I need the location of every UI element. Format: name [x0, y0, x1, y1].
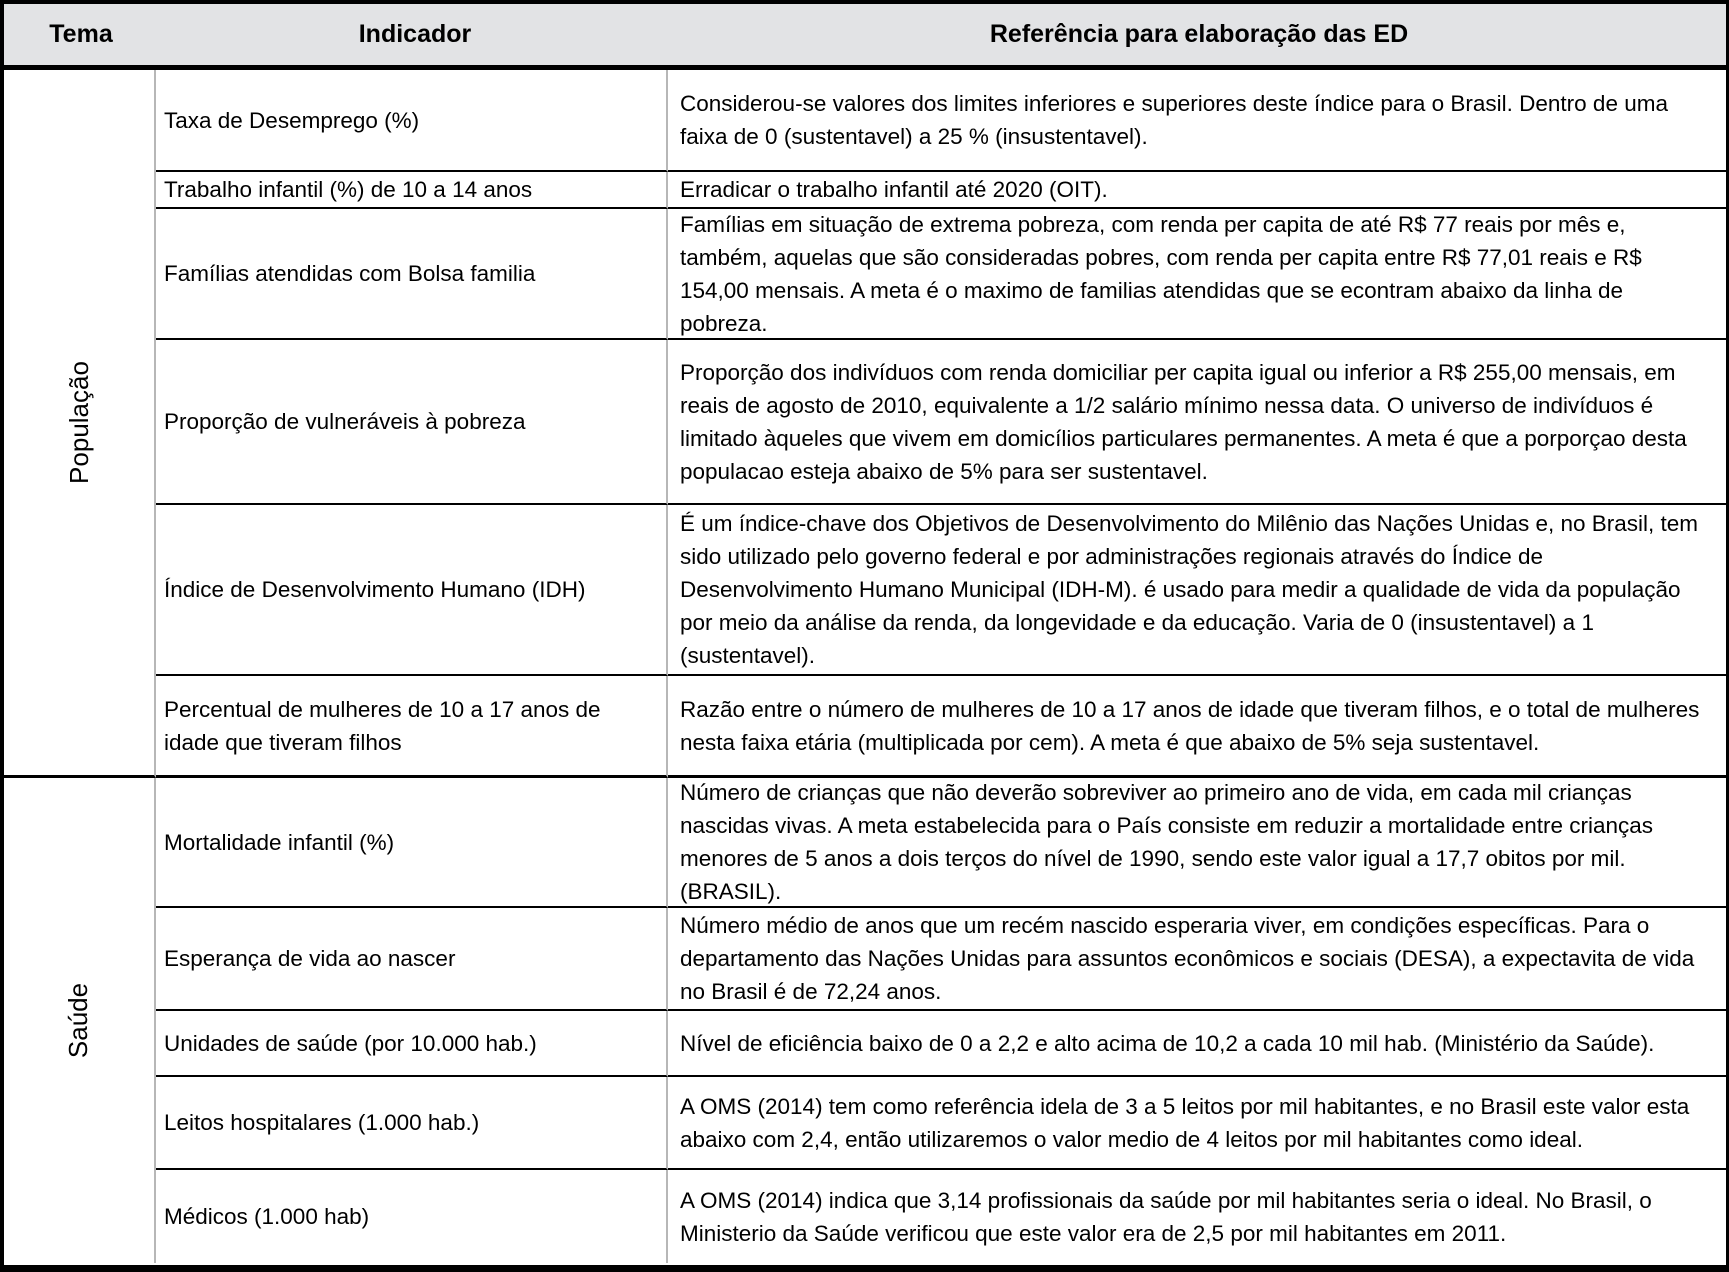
tema-label-populacao: População [63, 361, 94, 484]
referencia-cell: Razão entre o número de mulheres de 10 a 17 anos de idade que tiveram filhos, e o total de mulheres nesta faixa etária (multiplicada por cem). A meta é que abaixo de 5% seja sustentavel. [668, 676, 1726, 778]
indicador-cell: Trabalho infantil (%) de 10 a 14 anos [156, 172, 668, 209]
table-header-row [4, 4, 1726, 70]
tema-cell-saude [4, 778, 156, 1263]
indicador-cell: Taxa de Desemprego (%) [156, 70, 668, 172]
referencia-cell: É um índice-chave dos Objetivos de Desenvolvimento do Milênio das Nações Unidas e, no Brasil, tem sido utilizado pelo governo federal e por administrações regionais através do Índice de Desenvolvimento Humano Municipal (IDH-M). é usado para medir a qualidade de vida da população por meio da análise da renda, da longevidade e da educação. Varia de 0 (insustentavel) a 1 (sustentavel). [668, 505, 1726, 676]
referencia-cell: Erradicar o trabalho infantil até 2020 (OIT). [668, 172, 1726, 209]
referencia-cell: Número de crianças que não deverão sobreviver ao primeiro ano de vida, em cada mil crianças nascidas vivas. A meta estabelecida para o País consiste em reduzir a mortalidade entre crianças menores de 5 anos a dois terços do nível de 1990, sendo este valor igual a 17,7 obitos por mil. (BRASIL). [668, 778, 1726, 908]
referencia-cell: Número médio de anos que um recém nascido esperaria viver, em condições específicas. Para o departamento das Nações Unidas para assuntos econômicos e sociais (DESA), a expectavita de vida no Brasil é de 72,24 anos. [668, 908, 1726, 1011]
indicador-cell: Proporção de vulneráveis à pobreza [156, 340, 668, 505]
indicador-cell: Mortalidade infantil (%) [156, 778, 668, 908]
indicador-cell: Percentual de mulheres de 10 a 17 anos de idade que tiveram filhos [156, 676, 668, 778]
indicador-cell: Esperança de vida ao nascer [156, 908, 668, 1011]
referencia-cell: A OMS (2014) indica que 3,14 profissionais da saúde por mil habitantes seria o ideal. No Brasil, o Ministerio da Saúde verificou que este valor era de 2,5 por mil habitantes em 2011. [680, 1187, 1652, 1246]
referencia-cell: Famílias em situação de extrema pobreza, com renda per capita de até R$ 77 reais por mês e, também, aquelas que são consideradas pobres, com renda per capita entre R$ 77,01 reais e R$ 154,00 mensais. A meta é o maximo de familias atendidas que se econtram abaixo da linha de pobreza. [668, 209, 1726, 340]
referencia-cell: Proporção dos indivíduos com renda domiciliar per capita igual ou inferior a R$ 255,00 mensais, em reais de agosto de 2010, equivalente a 1/2 salário mínimo nessa data. O universo de indivíduos é limitado àqueles que vivem em domicílios particulares permanentes. A meta é que a porporçao desta populacao esteja abaixo de 5% para ser sustentavel. [668, 340, 1726, 505]
header-indicador: Indicador [358, 20, 472, 48]
indicador-cell: Famílias atendidas com Bolsa familia [156, 209, 668, 340]
tema-label-saude: Saúde [63, 982, 94, 1059]
referencia-cell: Nível de eficiência baixo de 0 a 2,2 e alto acima de 10,2 a cada 10 mil hab. (Ministério da Saúde). [668, 1011, 1726, 1077]
tema-cell-populacao [4, 70, 156, 778]
referencia-cell: Considerou-se valores dos limites inferiores e superiores deste índice para o Brasil. Dentro de uma faixa de 0 (sustentavel) a 25 % (insustentavel). [668, 70, 1726, 172]
indicador-cell: Índice de Desenvolvimento Humano (IDH) [156, 505, 668, 676]
indicador-cell: Unidades de saúde (por 10.000 hab.) [156, 1011, 668, 1077]
indicador-cell: Leitos hospitalares (1.000 hab.) [156, 1077, 668, 1170]
indicador-cell: Médicos (1.000 hab) [156, 1170, 668, 1263]
referencia-cell: A OMS (2014) tem como referência idela de 3 a 5 leitos por mil habitantes, e no Brasil este valor esta abaixo com 2,4, então utilizaremos o valor medio de 4 leitos por mil habitantes como ideal. [668, 1077, 1726, 1170]
table-body [4, 70, 1726, 1263]
header-tema: Tema [49, 20, 113, 48]
header-referencia: Referência para elaboração das ED [989, 20, 1409, 48]
